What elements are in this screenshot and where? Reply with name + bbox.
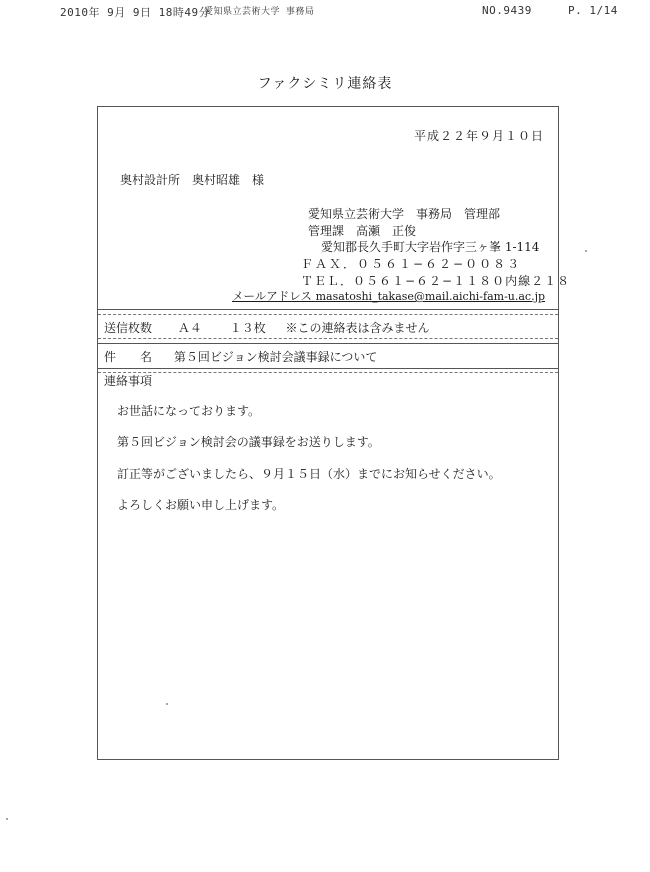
divider xyxy=(98,343,558,344)
divider xyxy=(98,368,558,369)
sender-email-line xyxy=(232,288,546,304)
message-line: 第５回ビジョン検討会の議事録をお送りします。 xyxy=(117,435,380,449)
page-count: １３枚 xyxy=(229,321,266,335)
scan-speck xyxy=(585,250,587,252)
send-count-row xyxy=(104,319,430,336)
divider xyxy=(98,372,558,373)
subject-value: 第５回ビジョン検討会議事録について xyxy=(173,350,378,364)
fax-transmission-header xyxy=(0,4,650,22)
send-count-note: ※この連絡表は含みません xyxy=(285,321,430,335)
sender-address: 愛知郡長久手町大字岩作字三ヶ峯 1-114 xyxy=(321,240,540,254)
document-title: ファクシミリ連絡表 xyxy=(257,76,393,92)
recipient-name: 奥村設計所 奥村昭雄 様 xyxy=(120,173,265,187)
sender-organization: 愛知県立芸術大学 事務局 管理部 xyxy=(308,207,501,221)
email-address: masatoshi_takase@mail.aichi-fam-u.ac.jp xyxy=(315,290,546,303)
message-line: お世話になっております。 xyxy=(117,404,261,418)
divider xyxy=(98,314,558,315)
email-label: メールアドレス xyxy=(232,289,312,303)
sender-tel: ＴＥＬ．０５６１−６２−１１８０内線２１８ xyxy=(301,274,571,288)
document-date: 平成２２年９月１０日 xyxy=(413,129,544,143)
message-line: 訂正等がございましたら、９月１５日（水）までにお知らせください。 xyxy=(117,467,501,481)
fax-number: NO.9439 xyxy=(482,4,532,17)
sender-person: 管理課 高瀬 正俊 xyxy=(308,224,417,238)
divider xyxy=(98,309,558,310)
message-line: よろしくお願い申し上げます。 xyxy=(117,498,285,512)
fax-page-count: P. 1/14 xyxy=(568,4,618,17)
fax-sender-id: 愛知県立芸術大学 事務局 xyxy=(204,7,315,17)
fax-cover-form xyxy=(97,106,571,760)
subject-row xyxy=(104,348,377,365)
divider xyxy=(98,338,558,339)
fax-timestamp: 2010年 9月 9日 18時49分 xyxy=(60,6,211,19)
subject-label: 件 名 xyxy=(104,350,153,364)
send-count-label: 送信枚数 xyxy=(104,321,153,335)
sender-fax: ＦＡＸ．０５６１−６２−００８３ xyxy=(301,257,522,271)
scan-speck xyxy=(6,818,8,820)
message-label: 連絡事項 xyxy=(104,374,153,388)
scan-speck xyxy=(166,703,168,705)
paper-size: Ａ４ xyxy=(177,321,202,335)
